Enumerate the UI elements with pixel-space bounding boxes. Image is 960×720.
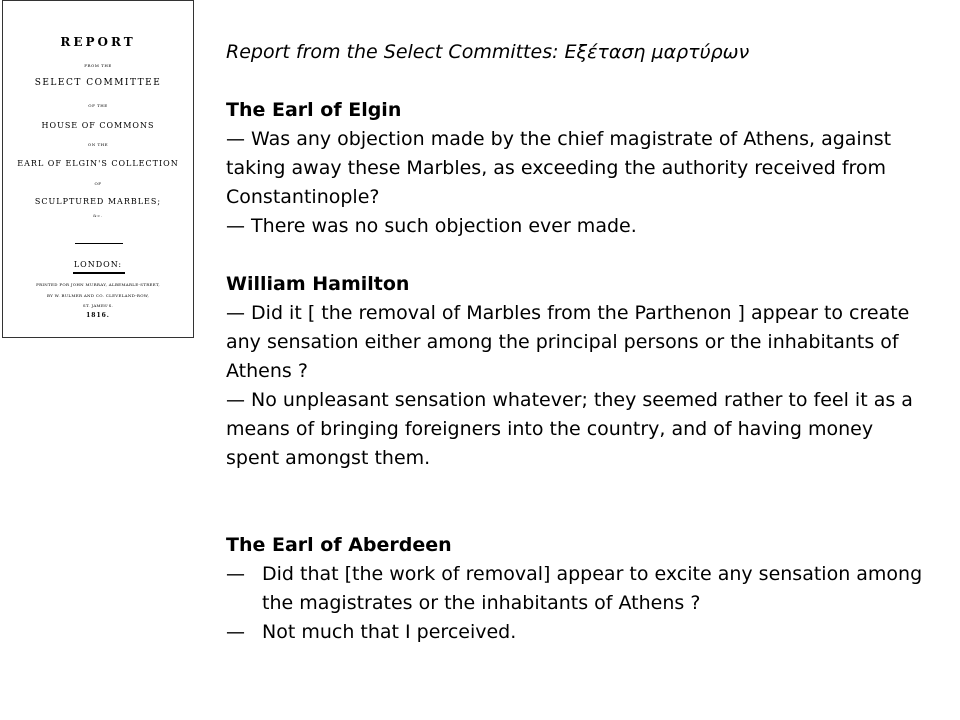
question-text: — Was any objection made by the chief magistrate of Athens, against taking away these Marbles, as exceeding the authority received from Constantinople? — [226, 128, 892, 208]
report-title-page-image — [2, 0, 194, 338]
cover-line: HOUSE OF COMMONS — [41, 121, 155, 130]
cover-year: 1816. — [86, 312, 110, 319]
answer-text: — There was no such objection ever made. — [226, 215, 637, 237]
cover-rule — [75, 243, 123, 244]
cover-line: SCULPTURED MARBLES; — [34, 197, 162, 206]
dash-marker: — — [226, 563, 245, 585]
answer-item — [226, 618, 926, 647]
answer-text: Not much that I perceived. — [262, 621, 517, 643]
cover-imprint: BY W. BULMER AND CO. CLEVELAND-ROW, — [46, 293, 150, 298]
question-text: Did that [the work of removal] appear to excite any sensation among the magistrates or the inhabitants of Athens ? — [262, 563, 923, 614]
cover-line: OF — [94, 181, 102, 186]
cover-line: OF THE — [88, 103, 108, 108]
cover-imprint: ST. JAMES'S. — [82, 303, 114, 308]
speaker-name: The Earl of Aberdeen — [226, 534, 452, 556]
cover-imprint: PRINTED FOR JOHN MURRAY, ALBEMARLE-STREET, — [36, 282, 160, 287]
testimony-text — [226, 38, 926, 647]
slide-heading: Report from the Select Committes: Εξέταση μαρτύρων — [226, 41, 750, 63]
answer-text: — No unpleasant sensation whatever; they seemed rather to feel it as a means of bringing foreigners into the country, and of having money spent amongst them. — [226, 389, 913, 469]
cover-line: &c. — [92, 213, 104, 218]
question-item — [226, 560, 926, 618]
dash-marker: — — [226, 621, 245, 643]
speaker-name: William Hamilton — [226, 273, 410, 295]
speaker-name: The Earl of Elgin — [226, 99, 402, 121]
cover-line: FROM THE — [84, 63, 112, 68]
cover-line: SELECT COMMITTEE — [34, 78, 162, 88]
cover-line: ON THE — [87, 142, 109, 147]
cover-place: LONDON: — [73, 260, 123, 269]
question-text: — Did it [ the removal of Marbles from the Parthenon ] appear to create any sensation either among the principal persons or the inhabitants of Athens ? — [226, 302, 910, 382]
cover-rule — [73, 272, 125, 274]
cover-line: EARL OF ELGIN'S COLLECTION — [17, 159, 179, 168]
cover-title: REPORT — [60, 35, 136, 49]
